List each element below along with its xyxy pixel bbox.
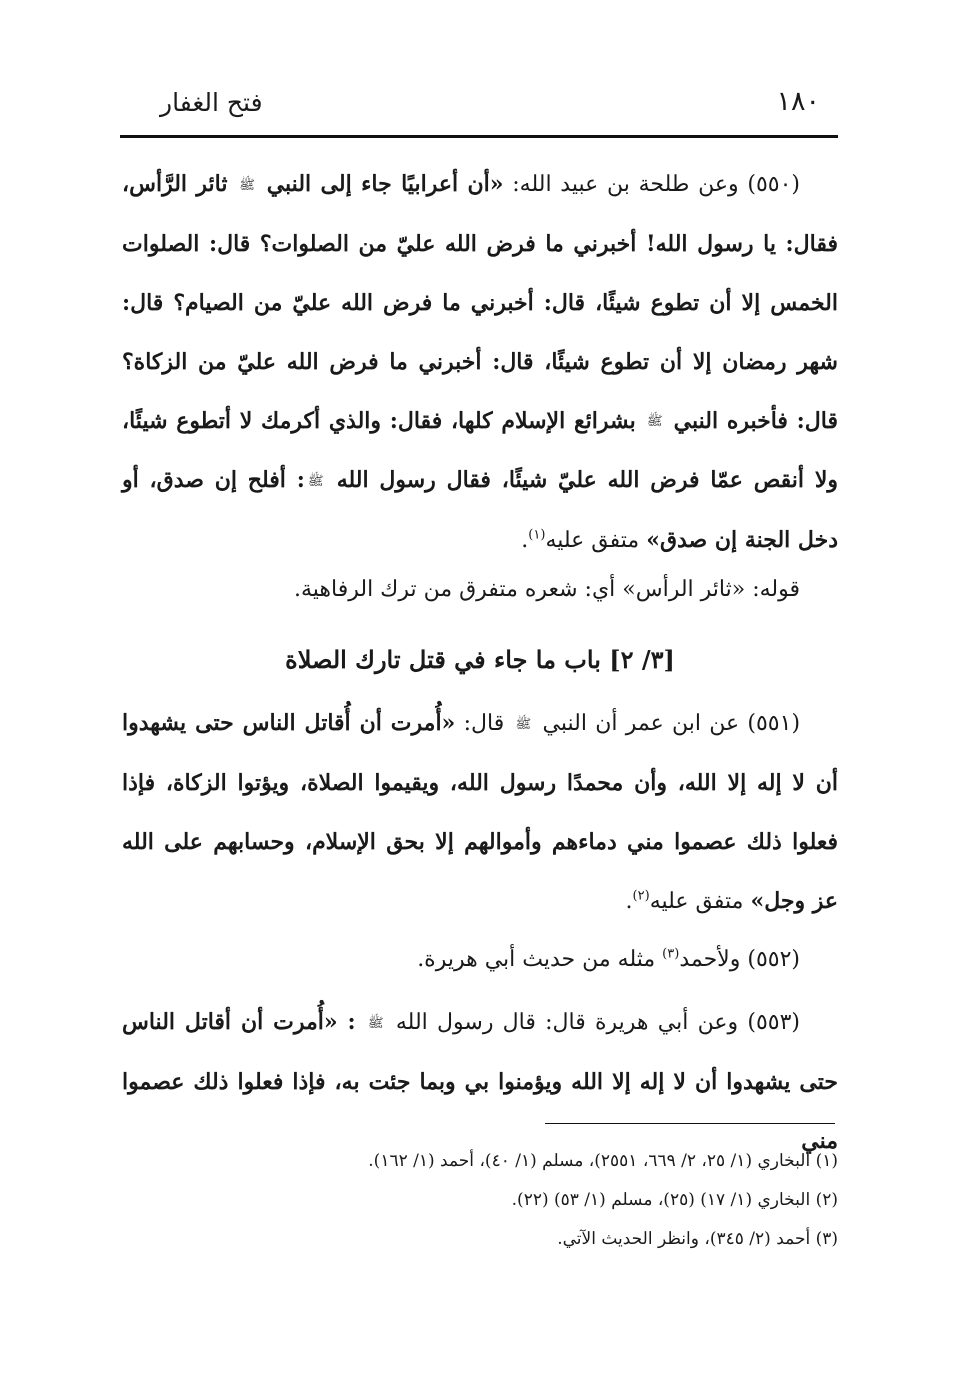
hadith-550: (٥٥٠) وعن طلحة بن عبيد الله: «أن أعرابيًا جاء إلى النبي ﷺ ثائر الرَّأس، فقال: يا رسول الله! أخبرني ما فرض الله عليّ من الصلوات؟ قال: الصلوات الخمس إلا أن تطوع شيئًا، قال: أخبرني ما فرض الله عليّ من الصيام؟ قال: شهر رمضان إلا أن تطوع شيئًا، قال: أخبرني ما فرض الله عليّ من الزكاة؟ قال: فأخبره النبي ﷺ بشرائع الإسلام كلها، فقال: والذي أكرمك لا أتطوع شيئًا، ولا أنقص عمّا فرض الله عليّ شيئًا، فقال رسول الله ﷺ: أفلح إن صدق، أو دخل الجنة إن صدق» متفق عليه$^{(١)}$. [122, 171, 838, 553]
honorific-icon: ﷺ [239, 177, 255, 193]
footnote-item: (٣) أحمد (٢/ ٣٤٥)، وانظر الحديث الآتي. [557, 1229, 838, 1249]
hadith-intro: عن ابن عمر أن النبي [542, 711, 740, 736]
hadith-number: (٥٥١) [747, 711, 801, 736]
hadith-source: متفق عليه [649, 888, 744, 914]
header-divider [120, 135, 838, 138]
gloss-paragraph [122, 560, 838, 619]
page-number: ١٨٠ [776, 86, 820, 117]
hadith-text: بشرائع الإسلام كلها، فقال: والذي أكرمك لا أتطوع شيئًا، ولا أنقص عمّا فرض الله عليّ شيئًا، فقال رسول الله [122, 407, 838, 493]
page-header [120, 88, 840, 128]
gloss-text: قوله: «ثائر الرأس» أي: شعره متفرق من ترك الرفاهية. [293, 577, 800, 602]
honorific-icon: ﷺ [515, 716, 532, 732]
footnote-ref: (٣) [662, 946, 680, 962]
honorific-icon: ﷺ [307, 473, 324, 489]
hadith-number: (٥٥٢) [747, 947, 800, 972]
hadith-text: مثله من حديث أبي هريرة. [417, 947, 656, 972]
hadith-intro: وعن طلحة بن عبيد الله: [512, 172, 739, 197]
footnote-divider [545, 1123, 835, 1124]
honorific-icon: ﷺ [367, 1015, 384, 1031]
book-title: فتح الغفار [160, 88, 263, 117]
hadith-text: : «أُمرت أن أقاتل الناس حتى يشهدوا أن لا إله إلا الله ويؤمنوا بي وبما جئت به، فإذا فعلوا ذلك عصموا مني [122, 1009, 838, 1154]
footnote-ref: (١) [528, 527, 546, 543]
chapter-heading: [٣/ ٢] باب ما جاء في قتل تارك الصلاة [285, 645, 675, 674]
hadith-number: (٥٥٣) [747, 1010, 800, 1035]
hadith-source: متفق عليه [545, 527, 640, 553]
hadith-text: ثائر الرَّأس، فقال: يا رسول الله! أخبرني ما فرض الله عليّ من الصلوات؟ قال: الصلوات الخمس إلا أن تطوع شيئًا، قال: أخبرني ما فرض الله عليّ من الصيام؟ قال: شهر رمضان إلا أن تطوع شيئًا، قال: أخبرني ما فرض الله عليّ من الزكاة؟ قال: فأخبره النبي [122, 171, 838, 434]
footnote-item: (١) البخاري (١/ ٢٥، ٢/ ٦٦٩، ٢٥٥١)، مسلم (١/ ٤٠)، أحمد (١/ ١٦٢). [368, 1151, 838, 1171]
hadith-text: «أُمرت أن أُقاتل الناس حتى يشهدوا أن لا إله إلا الله، وأن محمدًا رسول الله، ويقيموا الصلاة، ويؤتوا الزكاة، فإذا فعلوا ذلك عصموا مني دماءهم وأموالهم إلا بحق الإسلام، وحسابهم على الله عز وجل» [122, 710, 838, 914]
hadith-number: (٥٥٠) [747, 172, 800, 197]
hadith-said: قال: [463, 711, 505, 736]
hadith-text: : أفلح إن صدق، أو دخل الجنة إن صدق» [122, 467, 838, 553]
hadith-intro: وعن أبي هريرة قال: قال رسول الله [395, 1010, 739, 1035]
footnote-ref: (٢) [632, 888, 650, 904]
hadith-552 [122, 930, 838, 989]
hadith-551: (٥٥١) عن ابن عمر أن النبي ﷺ قال: «أُمرت أن أُقاتل الناس حتى يشهدوا أن لا إله إلا الله، وأن محمدًا رسول الله، ويقيموا الصلاة، ويؤتوا الزكاة، فإذا فعلوا ذلك عصموا مني دماءهم وأموالهم إلا بحق الإسلام، وحسابهم على الله عز وجل» متفق عليه$^{(٢)}$. [122, 710, 838, 914]
footnotes [122, 1142, 838, 1259]
hadith-text: «أن أعرابيًا جاء إلى النبي [266, 171, 504, 197]
footnote-item: (٢) البخاري (١/ ١٧) (٢٥)، مسلم (١/ ٥٣) (٢٢). [511, 1190, 838, 1210]
honorific-icon: ﷺ [646, 414, 663, 429]
hadith-text: ولأحمد [679, 947, 741, 972]
